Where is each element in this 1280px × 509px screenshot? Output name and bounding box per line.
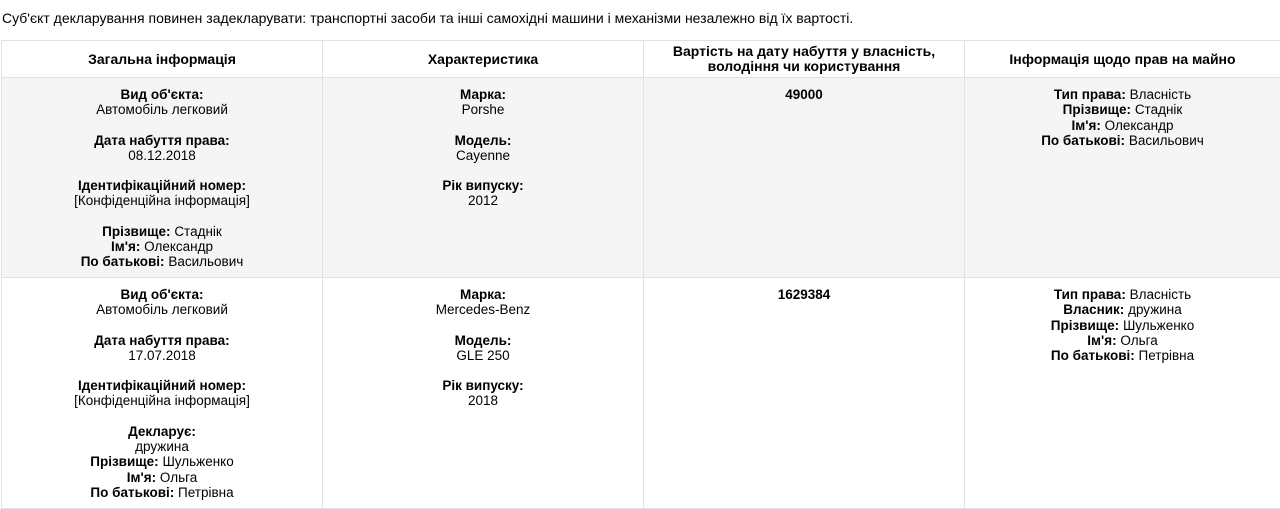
right-type-value: Власність xyxy=(1129,287,1192,302)
name-label: Ім'я: xyxy=(111,239,141,255)
declarant-block xyxy=(8,424,316,500)
header-characteristic: Характеристика xyxy=(323,41,644,78)
surname-value: Шульженко xyxy=(162,454,234,470)
id-value: [Конфіденційна інформація] xyxy=(74,393,250,409)
surname-value: Стаднік xyxy=(174,223,222,239)
brand-block xyxy=(329,87,637,118)
year-value: 2012 xyxy=(467,193,499,209)
model-label: Модель: xyxy=(454,332,512,348)
id-label: Ідентифікаційний номер: xyxy=(77,378,247,394)
person-block xyxy=(8,224,316,270)
model-label: Модель: xyxy=(454,132,512,148)
right-type-label: Тип права: xyxy=(1053,87,1126,102)
year-block xyxy=(329,178,637,209)
general-info-cell xyxy=(2,278,323,509)
object-type-value: Автомобіль легковий xyxy=(96,302,228,318)
declares-value: дружина xyxy=(135,439,189,455)
brand-value: Mercedes-Benz xyxy=(435,302,531,318)
brand-label: Марка: xyxy=(460,287,506,302)
patronymic-value: Петрівна xyxy=(178,484,234,500)
vehicles-table xyxy=(1,40,1280,509)
surname-value: Стаднік xyxy=(1134,102,1183,118)
general-info-cell xyxy=(2,78,323,278)
acquired-value: 17.07.2018 xyxy=(128,347,196,363)
acquired-block xyxy=(8,333,316,364)
acquired-block xyxy=(8,133,316,164)
characteristic-cell xyxy=(323,278,644,509)
patronymic-label: По батькові: xyxy=(1041,132,1126,148)
id-value: [Конфіденційна інформація] xyxy=(74,193,250,209)
acquired-label: Дата набуття права: xyxy=(94,332,230,348)
acquired-label: Дата набуття права: xyxy=(94,132,230,148)
id-label: Ідентифікаційний номер: xyxy=(77,178,247,194)
year-block xyxy=(329,378,637,409)
object-type-label: Вид об'єкта: xyxy=(120,87,204,102)
declares-label: Декларує: xyxy=(128,423,196,439)
id-block xyxy=(8,378,316,409)
cost-value: 49000 xyxy=(785,87,823,102)
object-type-block xyxy=(8,287,316,318)
intro-text: Суб'єкт декларування повинен задекларувати: транспортні засоби та інші самохідні машини і механізми незалежно від їх вартості. xyxy=(2,10,854,26)
brand-value: Porshe xyxy=(461,102,505,118)
patronymic-value: Васильович xyxy=(1128,132,1204,148)
header-rights: Інформація щодо прав на майно xyxy=(965,41,1280,78)
object-type-label: Вид об'єкта: xyxy=(120,287,204,302)
brand-block xyxy=(329,287,637,318)
patronymic-value: Васильович xyxy=(168,254,244,270)
rights-cell xyxy=(965,278,1280,509)
right-type-value: Власність xyxy=(1129,87,1192,102)
name-label: Ім'я: xyxy=(1071,117,1101,133)
name-value: Ольга xyxy=(1120,332,1158,348)
year-value: 2018 xyxy=(467,393,499,409)
object-type-block xyxy=(8,87,316,118)
header-general: Загальна інформація xyxy=(2,41,323,78)
table-header-row xyxy=(2,41,1280,78)
name-label: Ім'я: xyxy=(126,469,157,485)
table-row xyxy=(2,278,1280,509)
cost-cell xyxy=(644,78,965,278)
model-value: Cayenne xyxy=(455,147,511,163)
patronymic-label: По батькові: xyxy=(1050,348,1135,364)
table-row xyxy=(2,78,1280,278)
name-value: Олександр xyxy=(144,239,213,255)
right-type-label: Тип права: xyxy=(1053,287,1126,302)
surname-label: Прізвище: xyxy=(1062,102,1132,118)
year-label: Рік випуску: xyxy=(442,178,524,194)
brand-label: Марка: xyxy=(460,87,506,102)
name-value: Ольга xyxy=(159,469,198,485)
year-label: Рік випуску: xyxy=(442,378,524,394)
model-block xyxy=(329,133,637,164)
header-cost: Вартість на дату набуття у власність, володіння чи користування xyxy=(644,41,965,78)
surname-label: Прізвище: xyxy=(1050,317,1120,333)
surname-label: Прізвище: xyxy=(90,454,159,470)
cost-cell xyxy=(644,278,965,509)
patronymic-label: По батькові: xyxy=(80,254,165,270)
surname-label: Прізвище: xyxy=(102,223,171,239)
owner-label: Власник: xyxy=(1063,302,1125,318)
name-label: Ім'я: xyxy=(1087,332,1117,348)
name-value: Олександр xyxy=(1104,117,1174,133)
surname-value: Шульженко xyxy=(1122,317,1195,333)
characteristic-cell xyxy=(323,78,644,278)
owner-value: дружина xyxy=(1128,302,1182,318)
object-type-value: Автомобіль легковий xyxy=(96,102,228,118)
cost-value: 1629384 xyxy=(777,287,831,302)
model-value: GLE 250 xyxy=(456,347,510,363)
rights-cell xyxy=(965,78,1280,278)
id-block xyxy=(8,178,316,209)
model-block xyxy=(329,333,637,364)
acquired-value: 08.12.2018 xyxy=(128,147,196,163)
patronymic-label: По батькові: xyxy=(90,484,175,500)
patronymic-value: Петрівна xyxy=(1138,348,1195,364)
